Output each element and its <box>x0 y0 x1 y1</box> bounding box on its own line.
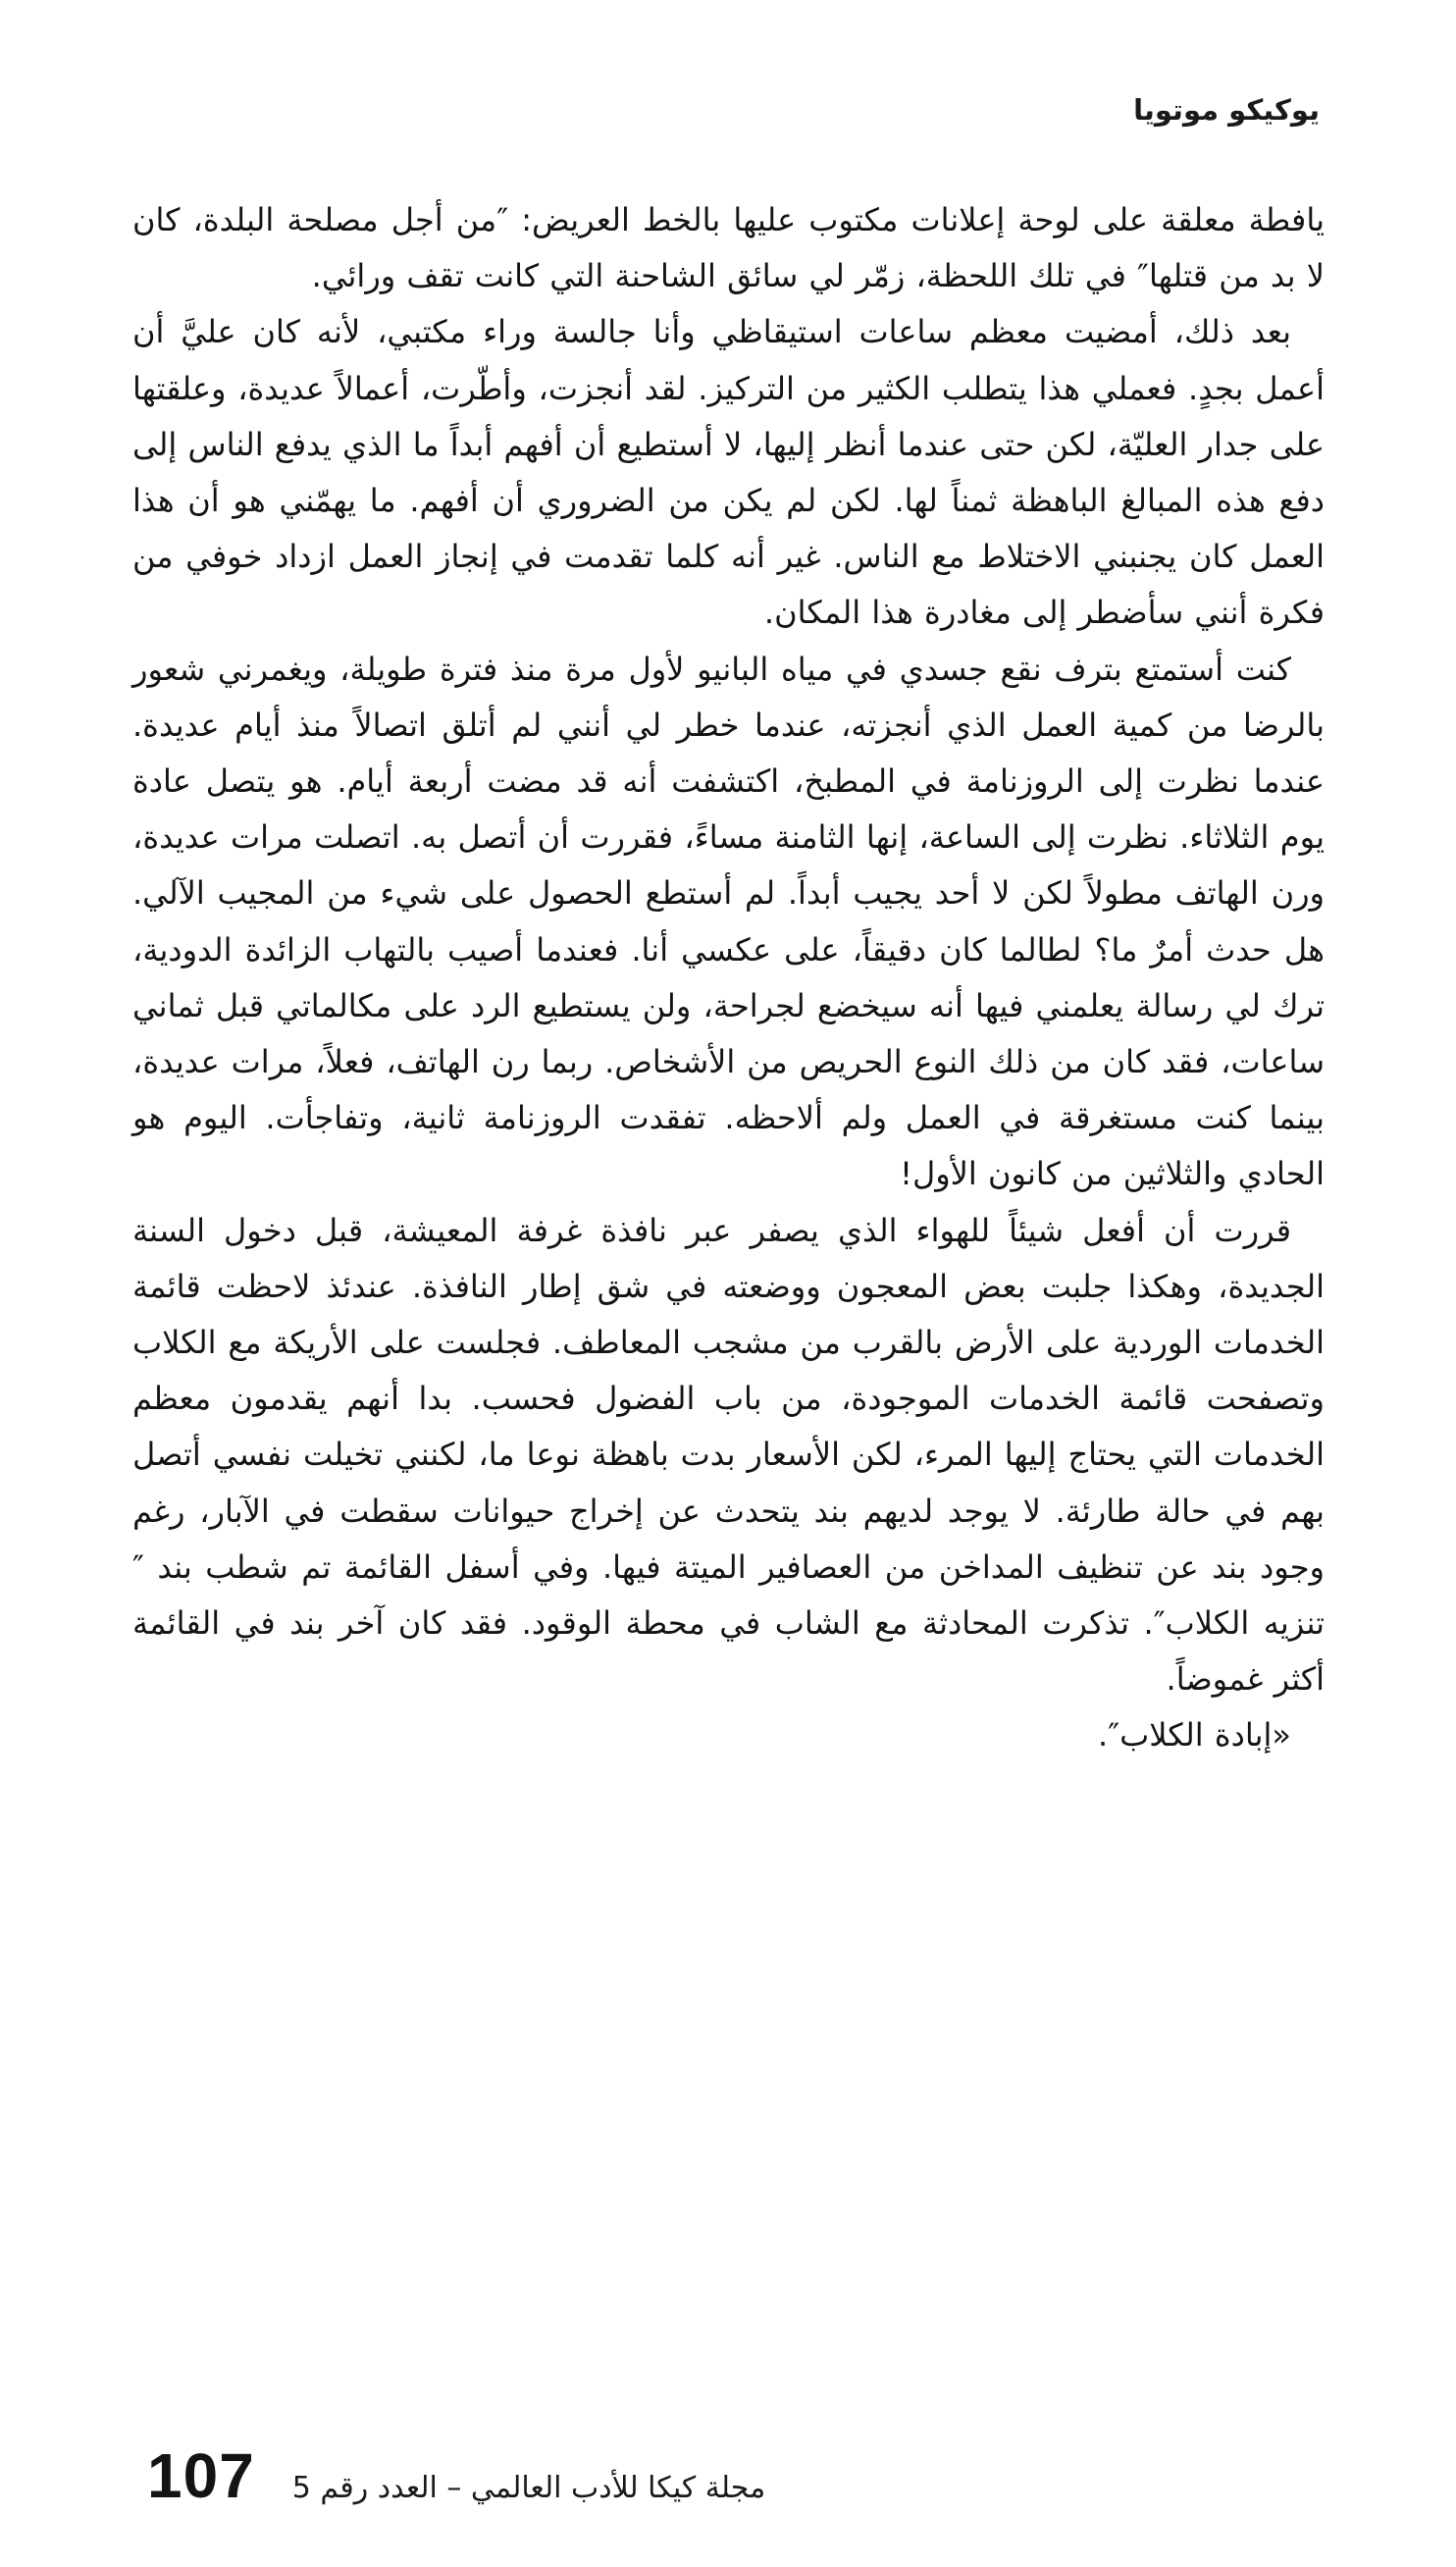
page-number: 107 <box>147 2440 255 2511</box>
journal-issue-label: مجلة كيكا للأدب العالمي – العدد رقم 5 <box>291 2471 766 2505</box>
paragraph: كنت أستمتع بترف نقع جسدي في مياه البانيو لأول مرة منذ فترة طويلة، ويغمرني شعور بالرضا من كمية العمل الذي أنجزته، عندما خطر لي أنني لم أتلق اتصالاً منذ أيام عديدة. عندما نظرت إلى الروزنامة في المطبخ، اكتشفت أنه قد مضت أربعة أيام. هو يتصل عادة يوم الثلاثاء. نظرت إلى الساعة، إنها الثامنة مساءً، فقررت أن أتصل به. اتصلت مرات عديدة، ورن الهاتف مطولاً لكن لا أحد يجيب أبداً. لم أستطع الحصول على شيء من المجيب الآلي. هل حدث أمرٌ ما؟ لطالما كان دقيقاً، على عكسي أنا. فعندما أصيب بالتهاب الزائدة الدودية، ترك لي رسالة يعلمني فيها أنه سيخضع لجراحة، ولن يستطيع الرد على مكالماتي قبل ثماني ساعات، فقد كان من ذلك النوع الحريص من الأشخاص. ربما رن الهاتف، فعلاً، مرات عديدة، بينما كنت مستغرقة في العمل ولم ألاحظه. تفقدت الروزنامة ثانية، وتفاجأت. اليوم هو الحادي والثلاثين من كانون الأول! <box>132 650 1325 1193</box>
body-text <box>132 192 1325 1764</box>
running-header-author: يوكيكو موتويا <box>1133 93 1320 127</box>
page-footer <box>147 2441 765 2510</box>
paragraph: بعد ذلك، أمضيت معظم ساعات استيقاظي وأنا جالسة وراء مكتبي، لأنه كان عليَّ أن أعمل بجدٍ. فعملي هذا يتطلب الكثير من التركيز. لقد أنجزت، وأطّرت، أعمالاً عديدة، وعلقتها على جدار العليّة، لكن حتى عندما أنظر إليها، لا أستطيع أن أفهم أبداً ما الذي يدفع الناس إلى دفع هذه المبالغ الباهظة ثمناً لها. لكن لم يكن من الضروري أن أفهم. ما يهمّني هو أن هذا العمل كان يجنبني الاختلاط مع الناس. غير أنه كلما تقدمت في إنجاز العمل ازداد خوفي من فكرة أنني سأضطر إلى مغادرة هذا المكان. <box>132 313 1325 632</box>
paragraph: يافطة معلقة على لوحة إعلانات مكتوب عليها بالخط العريض: ″من أجل مصلحة البلدة، كان لا بد من قتلها″ في تلك اللحظة، زمّر لي سائق الشاحنة التي كانت تقف ورائي. <box>132 201 1325 295</box>
paragraph: «إبادة الكلاب″. <box>1098 1716 1291 1755</box>
paragraph: قررت أن أفعل شيئاً للهواء الذي يصفر عبر نافذة غرفة المعيشة، قبل دخول السنة الجديدة، وهكذا جلبت بعض المعجون ووضعته في شق إطار النافذة. عندئذ لاحظت قائمة الخدمات الوردية على الأرض بالقرب من مشجب المعاطف. فجلست على الأريكة مع الكلاب وتصفحت قائمة الخدمات الموجودة، من باب الفضول فحسب. بدا أنهم يقدمون معظم الخدمات التي يحتاج إليها المرء، لكن الأسعار بدت باهظة نوعا ما، لكنني تخيلت نفسي أتصل بهم في حالة طارئة. لا يوجد لديهم بند يتحدث عن إخراج حيوانات سقطت في الآبار، رغم وجود بند عن تنظيف المداخن من العصافير الميتة فيها. وفي أسفل القائمة تم شطب بند ″ تنزيه الكلاب″. تذكرت المحادثة مع الشاب في محطة الوقود. فقد كان آخر بند في القائمة أكثر غموضاً. <box>132 1211 1325 1699</box>
